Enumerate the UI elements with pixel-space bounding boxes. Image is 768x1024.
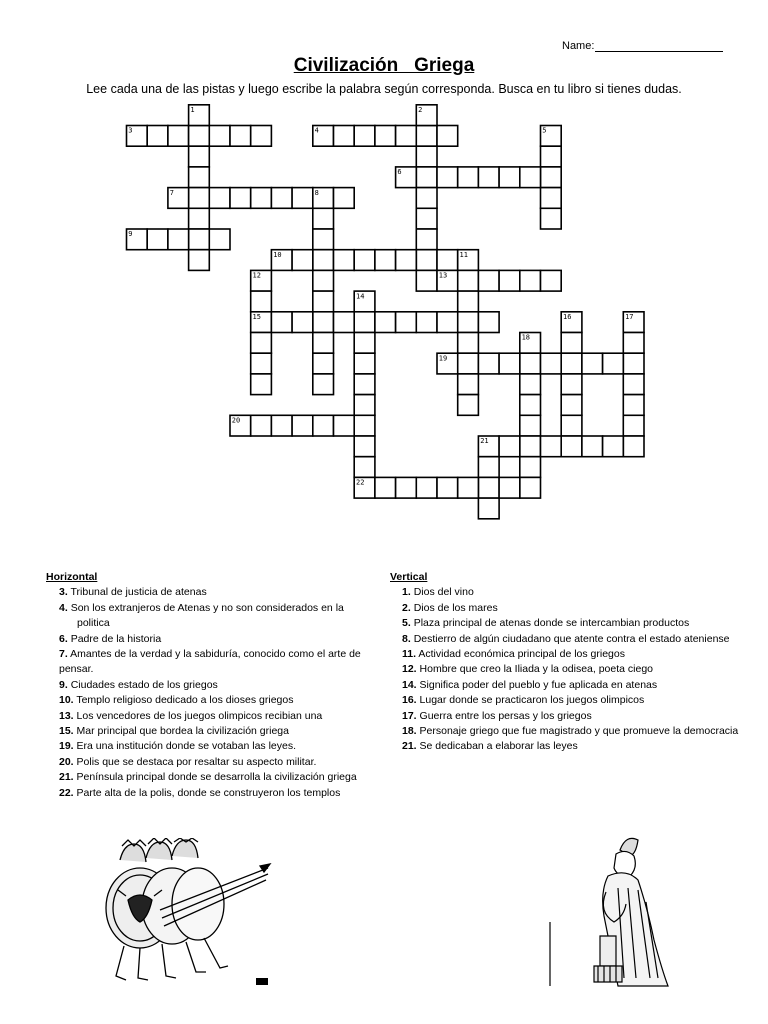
crossword-cell[interactable] xyxy=(458,291,479,312)
clue-number: 10. xyxy=(59,694,74,707)
clue-number: 1. xyxy=(402,586,411,599)
crossword-cell[interactable] xyxy=(354,312,375,333)
clue-item xyxy=(46,585,376,600)
crossword-cell[interactable] xyxy=(458,353,479,374)
crossword-cell[interactable] xyxy=(396,250,417,271)
clue-item xyxy=(46,709,376,724)
crossword-cell[interactable] xyxy=(541,353,562,374)
crossword-cell[interactable] xyxy=(520,415,541,436)
crossword-number: 7 xyxy=(169,188,174,197)
clue-item xyxy=(46,693,376,708)
crossword-cell[interactable] xyxy=(520,374,541,395)
crossword-number: 12 xyxy=(252,271,261,280)
crossword-number: 22 xyxy=(356,478,365,487)
crossword-number: 17 xyxy=(625,313,634,321)
crossword-number: 10 xyxy=(273,250,282,259)
crossword-cell[interactable] xyxy=(478,312,499,333)
crossword-number: 13 xyxy=(438,271,448,280)
crossword-cell[interactable] xyxy=(189,208,210,229)
crossword-cell[interactable] xyxy=(292,188,313,209)
clue-item xyxy=(390,678,760,693)
clue-number: 18. xyxy=(402,725,417,738)
crossword-cell[interactable] xyxy=(271,188,292,209)
crossword-cell[interactable] xyxy=(375,477,396,498)
crossword-cell[interactable] xyxy=(271,312,292,333)
clue-text: Hombre que creo la Iliada y la odisea, poeta ciego xyxy=(419,663,654,676)
crossword-cell[interactable] xyxy=(458,395,479,416)
crossword-cell[interactable] xyxy=(189,229,210,250)
crossword-cell[interactable] xyxy=(313,291,334,312)
crossword-cell[interactable] xyxy=(478,353,499,374)
clue-number: 7. xyxy=(59,648,68,661)
clue-number: 2. xyxy=(402,601,411,614)
crossword-cell[interactable] xyxy=(623,353,644,374)
crossword-cell[interactable] xyxy=(561,374,582,395)
crossword-cell[interactable] xyxy=(520,457,541,478)
crossword-cell[interactable] xyxy=(416,188,437,209)
vertical-heading: Vertical xyxy=(390,571,428,583)
crossword-cell[interactable] xyxy=(541,270,562,291)
crossword-number: 8 xyxy=(314,188,319,197)
crossword-cell[interactable] xyxy=(189,146,210,167)
crossword-cell[interactable] xyxy=(623,374,644,395)
horizontal-heading: Horizontal xyxy=(46,571,98,583)
crossword-cell[interactable] xyxy=(396,477,417,498)
crossword-cell[interactable] xyxy=(354,250,375,271)
crossword-cell[interactable] xyxy=(437,312,458,333)
crossword-number: 20 xyxy=(231,416,241,425)
crossword-number: 9 xyxy=(128,230,133,239)
clue-text: Plaza principal de atenas donde se intercambian productos xyxy=(413,617,690,630)
clue-text: Se dedicaban a elaborar las leyes xyxy=(419,740,578,753)
crossword-cell[interactable] xyxy=(437,477,458,498)
clue-number: 14. xyxy=(402,678,417,691)
crossword-cell[interactable] xyxy=(603,353,624,374)
crossword-cell[interactable] xyxy=(478,167,499,188)
clue-text: Dios de los mares xyxy=(413,601,498,614)
crossword-cell[interactable] xyxy=(396,312,417,333)
crossword-cell[interactable] xyxy=(458,333,479,354)
clue-text: Padre de la historia xyxy=(70,632,162,645)
clue-text: Actividad económica principal de los griegos xyxy=(418,648,625,661)
crossword-cell[interactable] xyxy=(623,436,644,457)
clue-number: 21. xyxy=(59,771,74,784)
clue-number: 17. xyxy=(402,709,417,722)
crossword-cell[interactable] xyxy=(603,436,624,457)
crossword-cell[interactable] xyxy=(354,333,375,354)
clue-item xyxy=(46,601,376,632)
crossword-cell[interactable] xyxy=(313,415,334,436)
clue-item xyxy=(390,709,760,724)
clue-number: 11. xyxy=(402,648,417,661)
crossword-cell[interactable] xyxy=(437,167,458,188)
clue-text: Era una institución donde se votaban las leyes. xyxy=(76,740,297,753)
crossword-cell[interactable] xyxy=(541,167,562,188)
crossword-cell[interactable] xyxy=(416,312,437,333)
clue-item xyxy=(46,739,376,754)
crossword-cell[interactable] xyxy=(541,436,562,457)
crossword-number: 18 xyxy=(521,333,531,342)
crossword-cell[interactable] xyxy=(478,457,499,478)
crossword-cell[interactable] xyxy=(520,436,541,457)
clue-number: 13. xyxy=(59,709,74,722)
crossword-cell[interactable] xyxy=(520,395,541,416)
crossword-cell[interactable] xyxy=(458,477,479,498)
crossword-cell[interactable] xyxy=(251,126,272,147)
crossword-cell[interactable] xyxy=(416,229,437,250)
crossword-cell[interactable] xyxy=(189,167,210,188)
crossword-cell[interactable] xyxy=(230,126,251,147)
crossword-cell[interactable] xyxy=(189,250,210,271)
clue-text: Destierro de algún ciudadano que atente contra el estado ateniense xyxy=(413,632,730,645)
clue-number: 4. xyxy=(59,601,68,614)
crossword-cell[interactable] xyxy=(313,312,334,333)
clue-item xyxy=(46,724,376,739)
clue-text: Mar principal que bordea la civilización griega xyxy=(76,725,289,738)
crossword-cells[interactable] xyxy=(127,105,645,519)
clue-number: 19. xyxy=(59,740,74,753)
clue-number: 15. xyxy=(59,725,74,738)
crossword-cell[interactable] xyxy=(623,333,644,354)
crossword-number: 3 xyxy=(128,126,133,135)
clue-number: 22. xyxy=(59,786,74,799)
crossword-cell[interactable] xyxy=(354,126,375,147)
crossword-cell[interactable] xyxy=(292,250,313,271)
crossword-cell[interactable] xyxy=(416,250,437,271)
crossword-cell[interactable] xyxy=(499,270,520,291)
clue-item xyxy=(390,724,760,739)
crossword-cell[interactable] xyxy=(168,126,189,147)
crossword-cell[interactable] xyxy=(520,167,541,188)
clue-item xyxy=(390,585,760,600)
crossword-cell[interactable] xyxy=(354,415,375,436)
crossword-cell[interactable] xyxy=(354,374,375,395)
clue-text: Península principal donde se desarrolla la civilización griega xyxy=(76,771,357,784)
crossword-cell[interactable] xyxy=(478,477,499,498)
name-label: Name: xyxy=(562,40,595,52)
crossword-number: 21 xyxy=(480,437,489,446)
crossword-cell[interactable] xyxy=(582,436,603,457)
crossword-number: 11 xyxy=(459,250,468,259)
crossword-cell[interactable] xyxy=(251,291,272,312)
crossword-cell[interactable] xyxy=(375,250,396,271)
clue-text: Significa poder del pueblo y fue aplicada en atenas xyxy=(419,678,658,691)
clue-text: Los vencedores de los juegos olimpicos recibian una xyxy=(76,709,323,722)
clue-number: 12. xyxy=(402,663,417,676)
crossword-cell[interactable] xyxy=(541,208,562,229)
seated-philosopher-illustration xyxy=(546,832,682,988)
clue-item xyxy=(390,601,760,616)
crossword-cell[interactable] xyxy=(623,415,644,436)
crossword-cell[interactable] xyxy=(313,250,334,271)
crossword-cell[interactable] xyxy=(313,374,334,395)
crossword-cell[interactable] xyxy=(520,270,541,291)
crossword-cell[interactable] xyxy=(313,270,334,291)
clue-item xyxy=(46,678,376,693)
clue-text: Amantes de la verdad y la sabiduría, conocido como el arte de pensar. xyxy=(59,648,361,676)
crossword-number: 14 xyxy=(356,292,365,301)
clue-item xyxy=(46,786,376,801)
crossword-number: 4 xyxy=(314,126,319,135)
crossword-cell[interactable] xyxy=(334,415,355,436)
crossword-cell[interactable] xyxy=(541,146,562,167)
crossword-cell[interactable] xyxy=(230,188,251,209)
clue-number: 20. xyxy=(59,755,74,768)
crossword-cell[interactable] xyxy=(375,126,396,147)
clue-text: Dios del vino xyxy=(413,586,474,599)
crossword-number: 1 xyxy=(190,106,195,114)
crossword-number: 5 xyxy=(542,126,547,135)
crossword-cell[interactable] xyxy=(561,353,582,374)
crossword-cell[interactable] xyxy=(623,395,644,416)
crossword-cell[interactable] xyxy=(209,188,230,209)
clue-item xyxy=(390,632,760,647)
crossword-cell[interactable] xyxy=(416,167,437,188)
vertical-clues xyxy=(390,570,760,755)
clue-item xyxy=(390,647,760,662)
crossword-cell[interactable] xyxy=(561,436,582,457)
crossword-cell[interactable] xyxy=(354,436,375,457)
crossword-cell[interactable] xyxy=(520,353,541,374)
crossword-cell[interactable] xyxy=(458,374,479,395)
crossword-cell[interactable] xyxy=(396,126,417,147)
crossword-cell[interactable] xyxy=(147,126,168,147)
crossword-cell[interactable] xyxy=(561,333,582,354)
clue-item xyxy=(46,770,376,785)
crossword-cell[interactable] xyxy=(561,415,582,436)
crossword-cell[interactable] xyxy=(147,229,168,250)
clue-number: 8. xyxy=(402,632,411,645)
crossword-cell[interactable] xyxy=(458,167,479,188)
crossword-cell[interactable] xyxy=(499,353,520,374)
clue-item xyxy=(390,616,760,631)
crossword-cell[interactable] xyxy=(313,229,334,250)
crossword-cell[interactable] xyxy=(251,415,272,436)
crossword-number: 16 xyxy=(563,313,572,321)
clue-text: Tribunal de justicia de atenas xyxy=(70,586,207,599)
clue-number: 6. xyxy=(59,632,68,645)
crossword-cell[interactable] xyxy=(354,457,375,478)
crossword-cell[interactable] xyxy=(189,126,210,147)
clue-number: 9. xyxy=(59,678,68,691)
crossword-cell[interactable] xyxy=(313,208,334,229)
crossword-cell[interactable] xyxy=(334,188,355,209)
crossword-number: 19 xyxy=(438,354,448,363)
crossword-cell[interactable] xyxy=(271,415,292,436)
crossword-cell[interactable] xyxy=(499,477,520,498)
crossword-number: 6 xyxy=(397,168,402,177)
crossword-number: 2 xyxy=(418,106,423,114)
crossword-cell[interactable] xyxy=(437,250,458,271)
clue-item xyxy=(46,755,376,770)
crossword-cell[interactable] xyxy=(437,126,458,147)
crossword-cell[interactable] xyxy=(520,477,541,498)
crossword-cell[interactable] xyxy=(478,498,499,519)
clue-text: Guerra entre los persas y los griegos xyxy=(419,709,592,722)
hoplite-warriors-illustration xyxy=(100,838,272,990)
clue-text: Polis que se destaca por resaltar su aspecto militar. xyxy=(76,755,317,768)
crossword-cell[interactable] xyxy=(499,167,520,188)
page-title: Civilización Griega xyxy=(293,55,475,76)
clue-text: Son los extranjeros de Atenas y no son considerados en la politica xyxy=(70,601,344,630)
crossword-cell[interactable] xyxy=(582,353,603,374)
crossword-cell[interactable] xyxy=(189,188,210,209)
clue-text: Templo religioso dedicado a los dioses griegos xyxy=(76,694,294,707)
crossword-cell[interactable] xyxy=(251,374,272,395)
clue-item xyxy=(46,647,376,678)
crossword-cell[interactable] xyxy=(209,229,230,250)
crossword-number: 15 xyxy=(252,313,261,321)
horizontal-clues xyxy=(46,570,376,801)
crossword-cell[interactable] xyxy=(416,126,437,147)
crossword-cell[interactable] xyxy=(292,312,313,333)
clue-number: 21. xyxy=(402,740,417,753)
clue-item xyxy=(390,739,760,754)
crossword-cell[interactable] xyxy=(416,208,437,229)
clue-text: Personaje griego que fue magistrado y que promueve la democracia xyxy=(419,725,739,738)
crossword-cell[interactable] xyxy=(251,353,272,374)
crossword-cell[interactable] xyxy=(251,333,272,354)
crossword-cell[interactable] xyxy=(292,415,313,436)
crossword-cell[interactable] xyxy=(251,188,272,209)
crossword-cell[interactable] xyxy=(209,126,230,147)
clue-text: Parte alta de la polis, donde se construyeron los templos xyxy=(76,786,341,799)
clue-item xyxy=(390,693,760,708)
clue-number: 3. xyxy=(59,586,68,599)
crossword-cell[interactable] xyxy=(416,477,437,498)
crossword-cell[interactable] xyxy=(478,270,499,291)
crossword-cell[interactable] xyxy=(313,333,334,354)
crossword-cell[interactable] xyxy=(168,229,189,250)
crossword-cell[interactable] xyxy=(561,395,582,416)
crossword-cell[interactable] xyxy=(334,312,355,333)
clue-number: 5. xyxy=(402,617,411,630)
crossword-cell[interactable] xyxy=(458,270,479,291)
crossword-cell[interactable] xyxy=(354,353,375,374)
crossword-cell[interactable] xyxy=(499,436,520,457)
crossword-cell[interactable] xyxy=(541,188,562,209)
crossword-cell[interactable] xyxy=(458,312,479,333)
crossword-cell[interactable] xyxy=(354,395,375,416)
crossword-cell[interactable] xyxy=(334,126,355,147)
crossword-cell[interactable] xyxy=(375,312,396,333)
crossword-cell[interactable] xyxy=(416,270,437,291)
clue-item xyxy=(390,662,760,677)
clue-text: Lugar donde se practicaron los juegos olimpicos xyxy=(419,694,645,707)
clue-number: 16. xyxy=(402,694,417,707)
crossword-cell[interactable] xyxy=(313,353,334,374)
crossword-cell[interactable] xyxy=(334,250,355,271)
instructions: Lee cada una de las pistas y luego escribe la palabra según corresponda. Busca en tu libro si tienes dudas. xyxy=(86,82,682,96)
clue-item xyxy=(46,632,376,647)
clue-text: Ciudades estado de los griegos xyxy=(70,678,218,691)
crossword-cell[interactable] xyxy=(416,146,437,167)
